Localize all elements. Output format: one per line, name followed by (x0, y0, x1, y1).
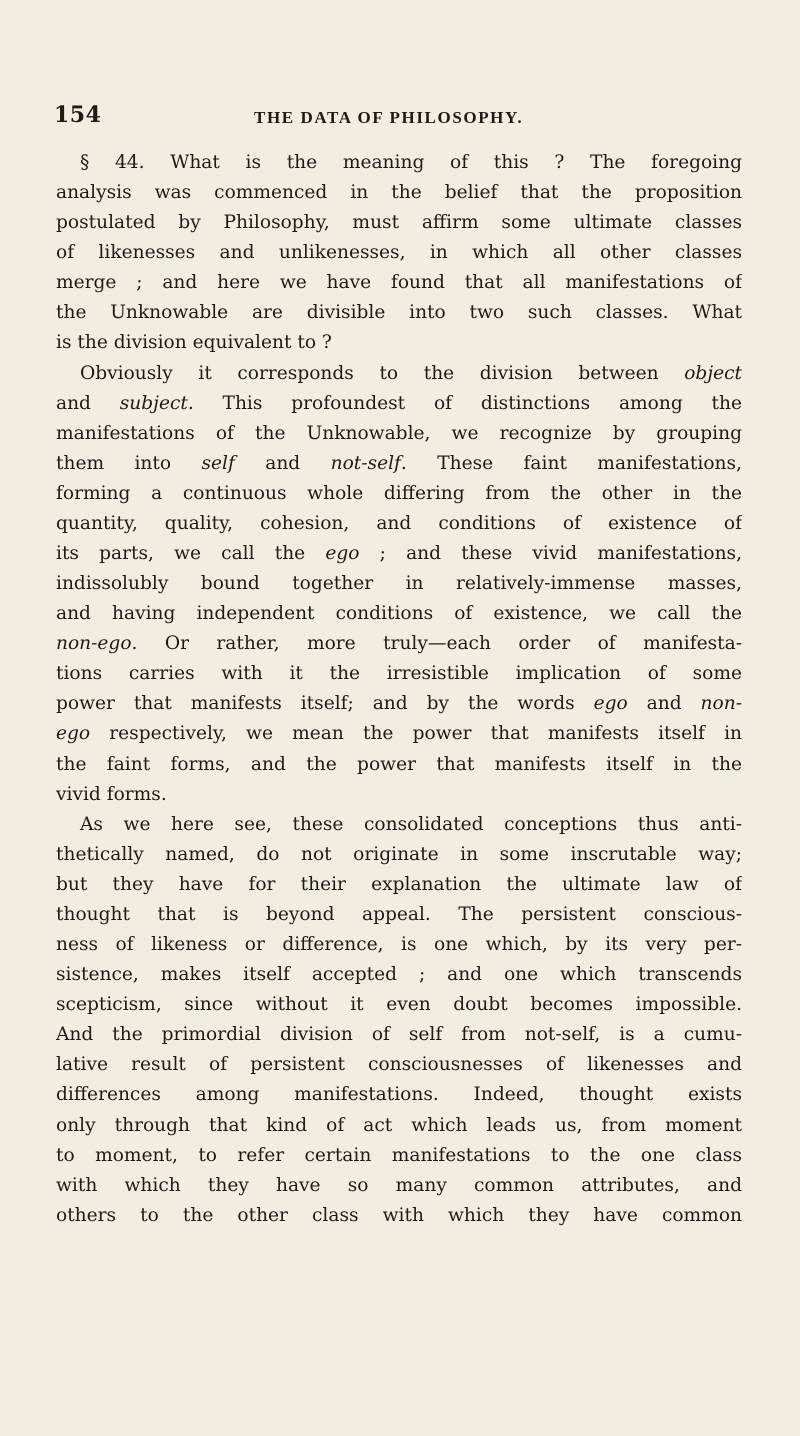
text-run: its parts, we call the (56, 543, 326, 565)
text-line (56, 359, 742, 389)
text-run: the faint forms, and the power that manifests itself in the (56, 753, 742, 775)
italic-term: non-ego (56, 633, 132, 655)
text-line (56, 780, 742, 810)
text-line (56, 1020, 742, 1050)
text-line (56, 1111, 742, 1141)
text-run: but they have for their explanation the ultimate law of (56, 873, 742, 895)
text-run: Obviously it corresponds to the division between (80, 362, 685, 384)
text-line (56, 389, 742, 419)
italic-term: subject (119, 392, 188, 414)
text-run: vivid forms. (56, 783, 167, 805)
text-line (56, 509, 742, 539)
text-run: forming a continuous whole differing from the other in the (56, 482, 742, 504)
text-line (56, 1201, 742, 1231)
text-run: quantity, quality, cohesion, and conditions of existence of (56, 512, 742, 534)
text-run: As we here see, these consolidated conceptions thus anti- (80, 813, 742, 835)
page-number: 154 (54, 102, 102, 128)
text-line (56, 930, 742, 960)
text-run: differences among manifestations. Indeed, thought exists (56, 1084, 742, 1106)
text-line (56, 659, 742, 689)
text-run: to moment, to refer certain manifestations to the one class (56, 1144, 742, 1166)
text-run: ; and these vivid manifestations, (359, 543, 742, 565)
italic-term: ego (593, 693, 628, 715)
text-run: tions carries with it the irresistible implication of some (56, 663, 742, 685)
text-line (56, 1141, 742, 1171)
text-run: and (56, 392, 120, 414)
text-run: ness of likeness or difference, is one which, by its very per- (56, 934, 742, 956)
text-run: § 44. What is the meaning of this ? The foregoing (80, 152, 742, 173)
text-line (56, 298, 742, 328)
text-run: scepticism, since without it even doubt becomes impossible. (56, 994, 742, 1016)
text-run: manifestations of the Unknowable, we recognize by grouping (56, 422, 742, 444)
text-line (56, 990, 742, 1020)
text-line (56, 148, 742, 178)
text-run: others to the other class with which they have common (56, 1204, 742, 1226)
text-run: . This profoundest of distinctions among the (187, 392, 742, 414)
text-line (56, 1050, 742, 1080)
text-run: and having independent conditions of existence, we call the (56, 603, 742, 625)
italic-term: object (684, 362, 742, 384)
italic-term: self (201, 452, 235, 474)
text-run: postulated by Philosophy, must affirm some ultimate classes (56, 212, 742, 234)
italic-term: non- (700, 693, 742, 715)
text-line (56, 750, 742, 780)
text-run: merge ; and here we have found that all manifestations of (56, 272, 742, 294)
text-run: thetically named, do not originate in some inscrutable way; (56, 843, 742, 865)
text-line (56, 689, 742, 719)
text-line (56, 569, 742, 599)
running-head: THE DATA OF PHILOSOPHY. (254, 108, 524, 127)
text-line (56, 870, 742, 900)
text-run: And the primordial division of self from not-self, is a cumu- (56, 1024, 742, 1046)
text-line (56, 629, 742, 659)
italic-term: ego (56, 723, 91, 745)
text-line (56, 810, 742, 840)
text-run: thought that is beyond appeal. The persistent conscious- (56, 903, 742, 925)
text-line (56, 840, 742, 870)
text-line (56, 268, 742, 298)
text-line (56, 328, 742, 358)
text-line (56, 419, 742, 449)
text-line (56, 238, 742, 268)
text-line (56, 178, 742, 208)
text-run: and (234, 452, 331, 474)
text-run: and (627, 693, 701, 715)
text-run: of likenesses and unlikenesses, in which all other classes (56, 242, 742, 264)
text-line (56, 960, 742, 990)
text-run: power that manifests itself; and by the words (56, 693, 594, 715)
text-run: lative result of persistent consciousnesses of likenesses and (56, 1054, 742, 1076)
text-line (56, 449, 742, 479)
text-run: only through that kind of act which leads us, from moment (56, 1114, 742, 1136)
text-run: analysis was commenced in the belief that the proposition (56, 182, 742, 204)
text-line (56, 479, 742, 509)
text-line (56, 539, 742, 569)
text-run: the Unknowable are divisible into two such classes. What (56, 302, 742, 324)
text-run: is the division equivalent to ? (56, 332, 332, 354)
italic-term: ego (325, 543, 360, 565)
text-run: . Or rather, more truly—each order of manifesta- (131, 633, 742, 655)
text-line (56, 1080, 742, 1110)
text-line (56, 599, 742, 629)
text-run: . These faint manifestations, (400, 452, 742, 474)
text-run: them into (56, 452, 202, 474)
text-line (56, 900, 742, 930)
text-run: sistence, makes itself accepted ; and one which transcends (56, 964, 742, 986)
text-line (56, 208, 742, 238)
text-line (56, 1171, 742, 1201)
text-line (56, 719, 742, 749)
italic-term: not-self (330, 452, 401, 474)
text-run: indissolubly bound together in relatively-immense masses, (56, 573, 742, 595)
body-text (56, 148, 742, 1231)
page-header (54, 102, 754, 134)
text-run: respectively, we mean the power that manifests itself in (90, 723, 742, 745)
text-run: with which they have so many common attributes, and (56, 1174, 742, 1196)
